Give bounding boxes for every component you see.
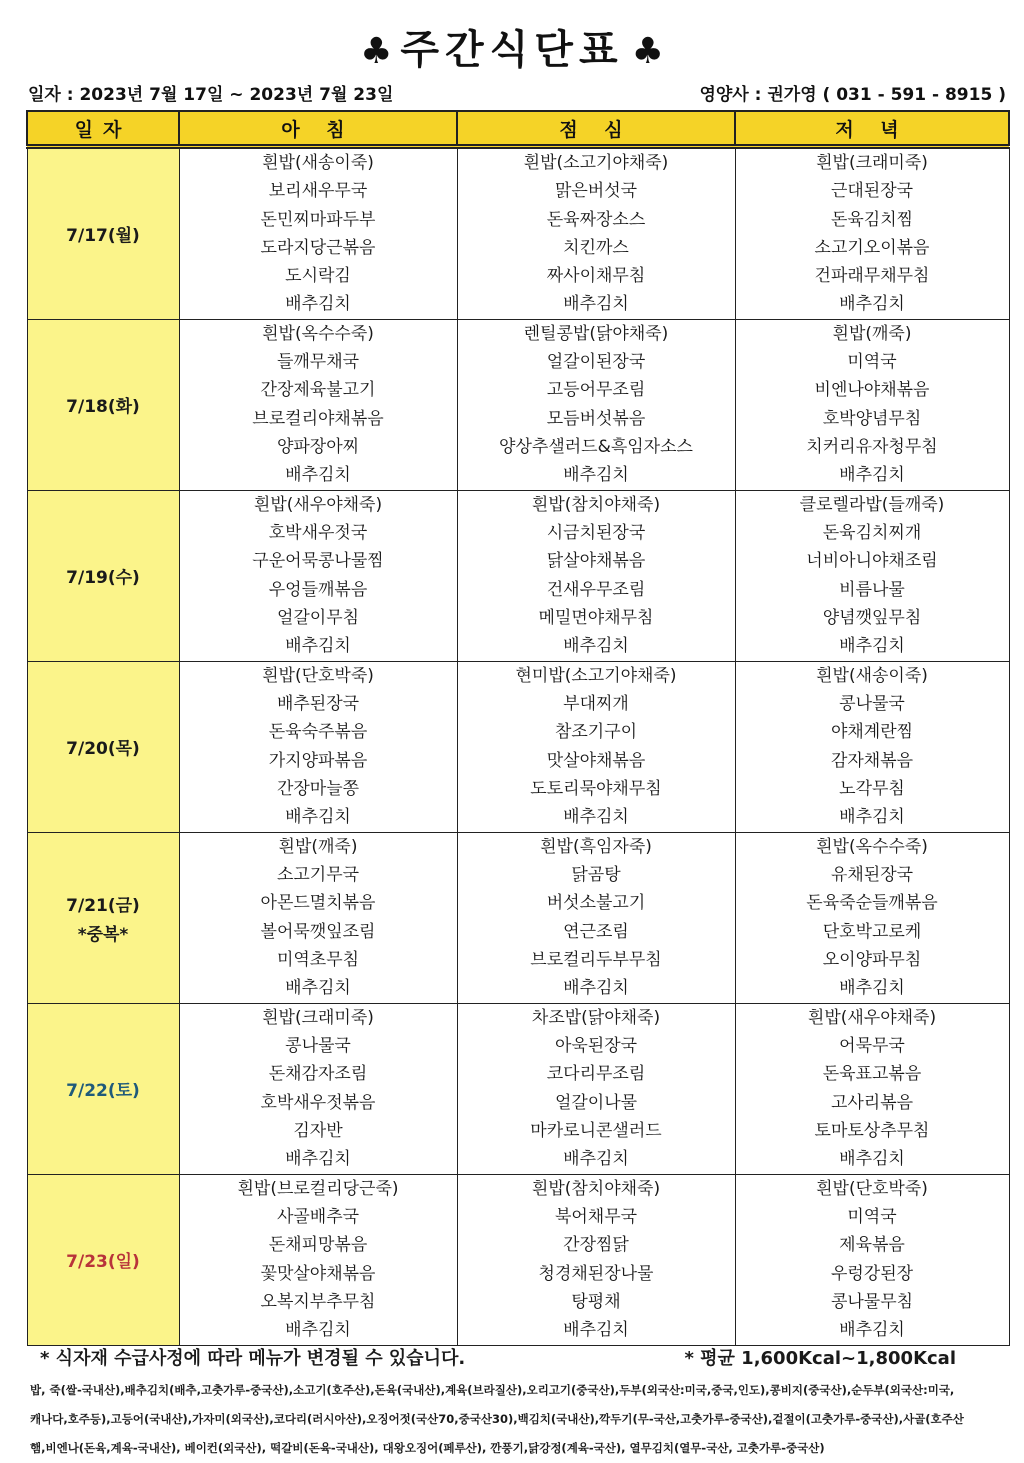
menu-item: 흰밥(새우야채죽) (253, 494, 383, 515)
day-row (27, 490, 1009, 661)
menu-item: 메밀면야채무침 (538, 608, 654, 629)
lunch-cell (457, 661, 735, 832)
menu-item: 배추김치 (839, 1149, 905, 1170)
menu-item: 흰밥(참치야채죽) (531, 1178, 661, 1199)
menu-item: 버섯소불고기 (546, 893, 646, 914)
menu-item: 콩나물국 (285, 1036, 351, 1057)
day-row (27, 661, 1009, 832)
breakfast-cell (179, 147, 457, 320)
menu-item: 제육볶음 (839, 1235, 905, 1256)
menu-item: 배추김치 (285, 1320, 351, 1341)
menu-item: 소고기무국 (276, 865, 360, 886)
menu-item: 얼갈이된장국 (546, 352, 646, 373)
date-label: 7/21(금) (66, 895, 140, 916)
day-row (27, 832, 1009, 1003)
menu-item: 모듬버섯볶음 (546, 408, 646, 429)
menu-item: 시금치된장국 (546, 523, 646, 544)
menu-item: 얼갈이나물 (554, 1092, 638, 1113)
date-cell (27, 1174, 179, 1345)
menu-item: 짜사이채무침 (546, 266, 646, 287)
menu-item: 돈채피망볶음 (268, 1235, 368, 1256)
menu-item: 사골배추국 (276, 1207, 360, 1228)
breakfast-cell (179, 661, 457, 832)
date-cell (27, 147, 179, 320)
origin-line: 캐나다,호주등),고등어(국내산),가자미(외국산),코다리(러시아산),오징어젓(국산70,중국산30),백김치(국내산),깍두기(무-국산,고춧가루-중국산),겉절이(고춧가루-중국산),사골(호주산 (30, 1412, 964, 1426)
date-cell (27, 1003, 179, 1174)
menu-item: 배추김치 (839, 1320, 905, 1341)
date-label: 7/23(일) (66, 1252, 140, 1273)
menu-item: 흰밥(단호박죽) (262, 665, 374, 686)
menu-item: 배추김치 (563, 1320, 629, 1341)
date-cell (27, 661, 179, 832)
menu-item: 흰밥(흑임자죽) (540, 836, 652, 857)
menu-item: 배추김치 (563, 1149, 629, 1170)
menu-item: 닭곰탕 (571, 865, 621, 886)
menu-item: 흰밥(새송이죽) (816, 665, 928, 686)
menu-item: 볼어묵깻잎조림 (260, 921, 376, 942)
menu-item: 고등어무조림 (546, 380, 646, 401)
menu-item: 치커리유자청무침 (806, 437, 938, 458)
menu-item: 참조기구이 (554, 722, 638, 743)
breakfast-cell (179, 1003, 457, 1174)
menu-item: 어묵무국 (839, 1036, 905, 1057)
menu-item: 김자반 (293, 1121, 343, 1142)
header-date: 일자 (27, 111, 179, 147)
menu-item: 코다리무조림 (546, 1064, 646, 1085)
menu-item: 오복지부추무침 (260, 1292, 376, 1313)
lunch-cell (457, 1174, 735, 1345)
menu-item: 마카로니콘샐러드 (530, 1121, 662, 1142)
menu-item: 흰밥(깨죽) (832, 323, 912, 344)
menu-item: 배추김치 (285, 465, 351, 486)
origin-line: 햄,비엔나(돈육,계육-국내산), 베이컨(외국산), 떡갈비(돈육-국내산), 대왕오징어(페루산), 깐풍기,닭강정(계육-국산), 열무김치(열무-국산, 고춧가루-중국산) (30, 1441, 825, 1455)
menu-item: 보리새우무국 (268, 181, 368, 202)
menu-item: 배추김치 (563, 636, 629, 657)
menu-item: 맑은버섯국 (554, 181, 638, 202)
day-row (27, 319, 1009, 490)
menu-item: 돈채감자조림 (268, 1064, 368, 1085)
menu-item: 도라지당근볶음 (260, 237, 376, 258)
menu-item: 배추김치 (285, 294, 351, 315)
menu-item: 간장제육불고기 (260, 380, 376, 401)
menu-item: 도시락김 (285, 266, 351, 287)
date-cell (27, 490, 179, 661)
header-row (27, 111, 1009, 147)
date-label: 7/18(화) (66, 397, 140, 418)
menu-item: 돈육김치찌개 (822, 523, 922, 544)
menu-item: 브로컬리야채볶음 (252, 408, 384, 429)
menu-item: 비름나물 (839, 579, 905, 600)
menu-item: 흰밥(옥수수죽) (262, 323, 374, 344)
dinner-cell (735, 490, 1009, 661)
menu-item: 비엔나야채볶음 (814, 380, 930, 401)
date-cell (27, 319, 179, 490)
date-label: 7/19(수) (66, 568, 140, 589)
menu-item: 소고기오이볶음 (814, 237, 930, 258)
menu-item: 부대찌개 (563, 694, 629, 715)
menu-item: 북어채무국 (554, 1207, 638, 1228)
menu-item: 배추김치 (285, 978, 351, 999)
menu-item: 토마토상추무침 (814, 1121, 930, 1142)
menu-item: 흰밥(단호박죽) (816, 1178, 928, 1199)
change-notice: * 식자재 수급사정에 따라 메뉴가 변경될 수 있습니다. (40, 1348, 466, 1369)
menu-item: 얼갈이무침 (276, 608, 360, 629)
breakfast-cell (179, 832, 457, 1003)
menu-item: 흰밥(깨죽) (278, 836, 358, 857)
menu-item: 건새우무조림 (546, 579, 646, 600)
menu-item: 꽃맛살야채볶음 (260, 1263, 376, 1284)
menu-item: 렌틸콩밥(닭야채죽) (523, 323, 669, 344)
menu-item: 배추김치 (563, 294, 629, 315)
menu-item: 연근조림 (563, 921, 629, 942)
menu-item: 근대된장국 (830, 181, 914, 202)
menu-item: 현미밥(소고기야채죽) (515, 665, 677, 686)
menu-item: 배추김치 (285, 1149, 351, 1170)
menu-item: 청경채된장나물 (538, 1263, 654, 1284)
club-icon: ♣ (360, 31, 393, 72)
menu-item: 클로렐라밥(들깨죽) (799, 494, 945, 515)
page-title (0, 18, 1024, 75)
breakfast-cell (179, 319, 457, 490)
menu-item: 흰밥(참치야채죽) (531, 494, 661, 515)
menu-item: 호박새우젓볶음 (260, 1092, 376, 1113)
menu-table (26, 110, 1010, 1346)
menu-item: 흰밥(새송이죽) (262, 153, 374, 173)
menu-item: 단호박고로케 (822, 921, 922, 942)
dinner-cell (735, 1003, 1009, 1174)
lunch-cell (457, 319, 735, 490)
menu-item: 아몬드멸치볶음 (260, 893, 376, 914)
menu-item: 양상추샐러드&흑임자소스 (499, 437, 693, 458)
origin-line: 밥, 죽(쌀-국내산),배추김치(배추,고춧가루-중국산),소고기(호주산),돈육(국내산),계육(브라질산),오리고기(중국산),두부(외국산:미국,중국,인도),콩비지(중국산),순두부(외국산:미국, (30, 1383, 955, 1397)
menu-item: 간장마늘쫑 (276, 779, 360, 800)
menu-item: 미역국 (847, 1207, 897, 1228)
origin-info (30, 1376, 1020, 1463)
menu-item: 건파래무채무침 (814, 266, 930, 287)
title-text: 주간식단표 (400, 27, 624, 73)
menu-item: 배추김치 (563, 807, 629, 828)
menu-item: 닭살야채볶음 (546, 551, 646, 572)
menu-item: 호박양념무침 (822, 408, 922, 429)
menu-item: 감자채볶음 (830, 750, 914, 771)
menu-item: 돈민찌마파두부 (260, 209, 376, 230)
menu-item: 야채계란찜 (830, 722, 914, 743)
day-row (27, 1003, 1009, 1174)
menu-item: 우엉들깨볶음 (268, 579, 368, 600)
header-breakfast: 아 침 (179, 111, 457, 147)
club-icon: ♣ (631, 31, 664, 72)
menu-item: 오이양파무침 (822, 950, 922, 971)
lunch-cell (457, 832, 735, 1003)
menu-item: 양파장아찌 (276, 437, 360, 458)
header-lunch: 점 심 (457, 111, 735, 147)
date-label: 7/22(토) (66, 1081, 140, 1102)
day-row (27, 147, 1009, 320)
dinner-cell (735, 1174, 1009, 1345)
date-label: 7/17(월) (66, 226, 140, 247)
menu-item: 치킨까스 (563, 237, 629, 258)
menu-item: 구운어묵콩나물찜 (252, 551, 384, 572)
menu-item: 배추김치 (839, 465, 905, 486)
menu-item: 호박새우젓국 (268, 523, 368, 544)
menu-item: 간장찜닭 (563, 1235, 629, 1256)
dietitian-text: 영양사 : 권가영 ( 031 - 591 - 8915 ) (699, 85, 1006, 105)
menu-item: 배추김치 (839, 636, 905, 657)
calorie-note: * 평균 1,600Kcal~1,800Kcal (684, 1348, 956, 1369)
menu-item: 배추김치 (839, 978, 905, 999)
menu-item: 맛살야채볶음 (546, 750, 646, 771)
day-note: *중복* (77, 924, 129, 945)
dinner-cell (735, 832, 1009, 1003)
menu-item: 흰밥(소고기야채죽) (523, 153, 669, 173)
menu-item: 아욱된장국 (554, 1036, 638, 1057)
lunch-cell (457, 1003, 735, 1174)
menu-item: 배추김치 (839, 294, 905, 315)
menu-item: 돈육숙주볶음 (268, 722, 368, 743)
dinner-cell (735, 147, 1009, 320)
menu-item: 너비아니야채조림 (806, 551, 938, 572)
dinner-cell (735, 661, 1009, 832)
day-row (27, 1174, 1009, 1345)
menu-item: 유채된장국 (830, 865, 914, 886)
menu-item: 돈육짜장소스 (546, 209, 646, 230)
menu-item: 미역국 (847, 352, 897, 373)
menu-item: 돈육표고볶음 (822, 1064, 922, 1085)
menu-item: 탕평채 (571, 1292, 621, 1313)
menu-item: 미역초무침 (276, 950, 360, 971)
menu-item: 배추김치 (563, 465, 629, 486)
menu-item: 가지양파볶음 (268, 750, 368, 771)
menu-item: 배추김치 (839, 807, 905, 828)
menu-item: 브로컬리두부무침 (530, 950, 662, 971)
menu-item: 흰밥(브로컬리당근죽) (237, 1178, 399, 1199)
lunch-cell (457, 147, 735, 320)
header-dinner: 저 녁 (735, 111, 1009, 147)
menu-item: 노각무침 (839, 779, 905, 800)
menu-item: 들깨무채국 (276, 352, 360, 373)
date-cell (27, 832, 179, 1003)
menu-item: 배추된장국 (276, 694, 360, 715)
menu-item: 차조밥(닭야채죽) (531, 1007, 661, 1028)
menu-item: 배추김치 (285, 636, 351, 657)
menu-item: 콩나물무침 (830, 1292, 914, 1313)
menu-item: 배추김치 (285, 807, 351, 828)
breakfast-cell (179, 490, 457, 661)
menu-item: 흰밥(새우야채죽) (807, 1007, 937, 1028)
menu-item: 흰밥(크래미죽) (816, 153, 928, 173)
menu-item: 배추김치 (563, 978, 629, 999)
menu-item: 콩나물국 (839, 694, 905, 715)
menu-item: 흰밥(옥수수죽) (816, 836, 928, 857)
menu-item: 우렁강된장 (830, 1263, 914, 1284)
menu-item: 도토리묵야채무침 (530, 779, 662, 800)
date-label: 7/20(목) (66, 739, 140, 760)
menu-item: 돈육죽순들깨볶음 (806, 893, 938, 914)
dinner-cell (735, 319, 1009, 490)
menu-item: 흰밥(크래미죽) (262, 1007, 374, 1028)
menu-item: 돈육김치찜 (830, 209, 914, 230)
period-text: 일자 : 2023년 7월 17일 ~ 2023년 7월 23일 (28, 85, 394, 105)
menu-item: 양념깻잎무침 (822, 608, 922, 629)
lunch-cell (457, 490, 735, 661)
menu-item: 고사리볶음 (830, 1092, 914, 1113)
breakfast-cell (179, 1174, 457, 1345)
